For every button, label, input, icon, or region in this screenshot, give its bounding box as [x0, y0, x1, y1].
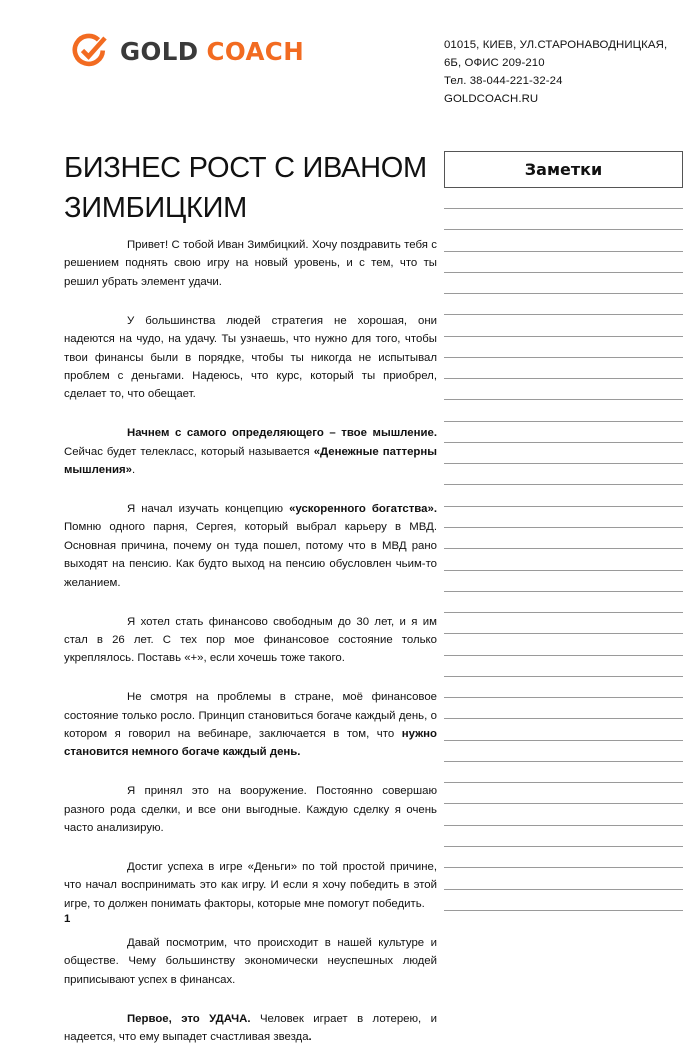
document-body — [64, 236, 437, 1046]
address-line-1: 01015, КИЕВ, УЛ.СТАРОНАВОДНИЦКАЯ, — [444, 36, 667, 54]
notes-ruled-line — [444, 463, 683, 484]
paragraph: Я хотел стать финансово свободным до 30 лет, и я им стал в 26 лет. С тех пор мое финансовое состояние только укреплялось. Поставь «+», если хочешь тоже такого. — [64, 613, 437, 668]
paragraph — [64, 688, 437, 762]
notes-ruled-line — [444, 251, 683, 272]
notes-ruled-line — [444, 633, 683, 654]
notes-title: Заметки — [525, 160, 602, 179]
notes-ruled-line — [444, 846, 683, 867]
notes-ruled-line — [444, 229, 683, 250]
paragraph — [64, 500, 437, 592]
notes-ruled-line — [444, 612, 683, 633]
notes-ruled-line — [444, 399, 683, 420]
bold-text: . — [309, 1031, 312, 1043]
notes-ruled-line — [444, 506, 683, 527]
brand-wordmark — [120, 37, 304, 66]
notes-ruled-line — [444, 527, 683, 548]
bold-text: нужно становится немного богаче каждый день. — [64, 728, 437, 758]
notes-lines — [444, 208, 683, 931]
paragraph-text: Человек играет в лотерею, и надеется, что ему выпадет счастливая звезда — [64, 1013, 437, 1043]
bold-text: Первое, это УДАЧА. — [127, 1013, 251, 1025]
paragraph-text: . — [132, 464, 135, 476]
paragraph-text: Не смотря на проблемы в стране, моё финансовое состояние только росло. Принцип становиться богаче каждый день, о котором я говорил на вебинаре, заключается в том, что — [64, 691, 437, 740]
brand-word-coach: COACH — [207, 37, 305, 66]
paragraph — [64, 1010, 437, 1046]
notes-ruled-line — [444, 293, 683, 314]
paragraph: Достиг успеха в игре «Деньги» по той простой причине, что начал воспринимать это как игру. И если я хочу победить в этой игре, то должен понимать факторы, которые мне помогут победить. — [64, 858, 437, 913]
notes-ruled-line — [444, 761, 683, 782]
notes-ruled-line — [444, 655, 683, 676]
notes-ruled-line — [444, 208, 683, 229]
notes-ruled-line — [444, 867, 683, 888]
bold-text: «ускоренного богатства». — [289, 503, 437, 515]
notes-ruled-line — [444, 910, 683, 931]
paragraph — [64, 424, 437, 479]
website: GOLDCOACH.RU — [444, 90, 667, 108]
paragraph: Давай посмотрим, что происходит в нашей культуре и обществе. Чему большинству экономически неуспешных людей приписывают успех в финансах. — [64, 934, 437, 989]
notes-ruled-line — [444, 484, 683, 505]
paragraph: У большинства людей стратегия не хорошая, они надеются на чудо, на удачу. Ты узнаешь, что нужно для того, чтобы твои финансы были в порядке, чтобы ты никогда не испытывал проблем с деньгами. Надеюсь, что курс, который ты приобрел, сделает то, что обещает. — [64, 312, 437, 404]
checkmark-logo-icon — [72, 33, 108, 69]
notes-ruled-line — [444, 676, 683, 697]
bold-text: Начнем с самого определяющего – твое мышление. — [127, 427, 437, 439]
notes-ruled-line — [444, 825, 683, 846]
notes-ruled-line — [444, 336, 683, 357]
paragraph: Я принял это на вооружение. Постоянно совершаю разного рода сделки, и все они выгодные. Каждую сделку я очень часто анализирую. — [64, 782, 437, 837]
notes-ruled-line — [444, 782, 683, 803]
notes-ruled-line — [444, 357, 683, 378]
notes-ruled-line — [444, 272, 683, 293]
notes-ruled-line — [444, 442, 683, 463]
bold-text: «Денежные паттерны мышления» — [64, 446, 437, 476]
notes-header — [444, 151, 683, 188]
notes-ruled-line — [444, 803, 683, 824]
notes-ruled-line — [444, 421, 683, 442]
notes-ruled-line — [444, 314, 683, 335]
notes-ruled-line — [444, 591, 683, 612]
paragraph: Привет! С тобой Иван Зимбицкий. Хочу поздравить тебя с решением поднять свою игру на новый уровень, и с тем, что ты решил убрать элемент удачи. — [64, 236, 437, 291]
brand-word-gold: GOLD — [120, 37, 199, 66]
paragraph-text: Сейчас будет телекласс, который называется — [64, 446, 314, 458]
paragraph-text: Я начал изучать концепцию — [127, 503, 289, 515]
page-number: 1 — [64, 913, 70, 925]
notes-ruled-line — [444, 889, 683, 910]
contact-info — [444, 36, 667, 108]
address-line-2: 6Б, ОФИС 209-210 — [444, 54, 667, 72]
notes-ruled-line — [444, 378, 683, 399]
notes-ruled-line — [444, 697, 683, 718]
document-title: БИЗНЕС РОСТ С ИВАНОМ ЗИМБИЦКИМ — [64, 148, 436, 228]
notes-ruled-line — [444, 570, 683, 591]
phone-number: Тел. 38-044-221-32-24 — [444, 72, 667, 90]
notes-ruled-line — [444, 718, 683, 739]
gold-coach-logo — [72, 33, 304, 69]
notes-ruled-line — [444, 548, 683, 569]
notes-ruled-line — [444, 740, 683, 761]
paragraph-text: Помню одного парня, Сергея, который выбрал карьеру в МВД. Основная причина, почему он туда пошел, потому что в МВД рано выходят на пенсию. Как будто выход на пенсию обусловлен чьим-то желанием. — [64, 521, 437, 588]
